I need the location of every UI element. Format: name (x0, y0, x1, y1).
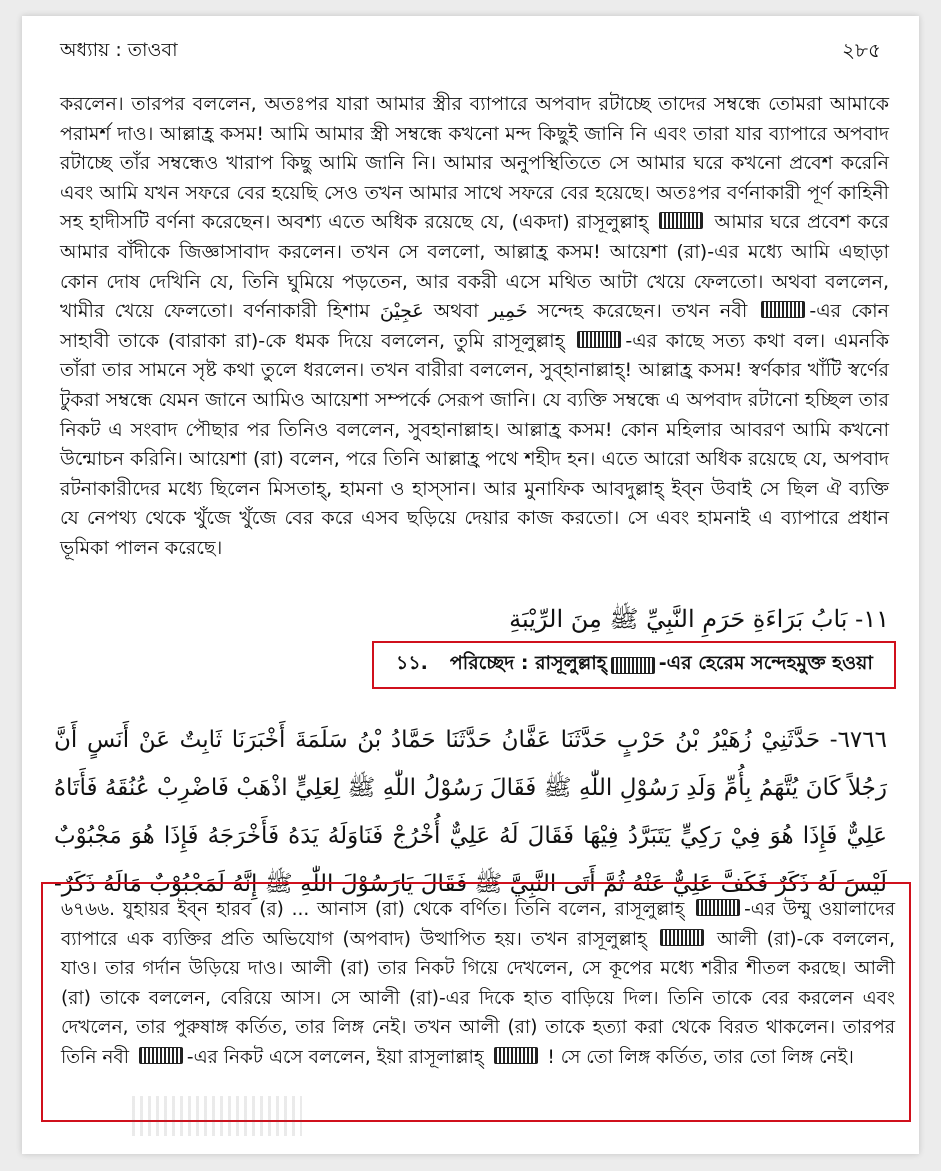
arabic-hadith-line: رَجُلاً كَانَ يُتَّهَمُ بِأُمِّ وَلَدِ رَسُوْلِ اللّٰهِ ﷺ فَقَالَ رَسُوْلُ اللّٰهِ ﷺ لِعَلِيٍّ اذْهَبْ فَاضْرِبْ عُنُقَهُ فَأَتَاهُ (54, 775, 887, 801)
translation-box (41, 882, 911, 1122)
section-number: ১১. (396, 652, 428, 674)
section-heading-box (372, 641, 896, 689)
body-text-6: -এর কাছে সত্য কথা বল। এমনকি তাঁরা তার সামনে সৃষ্ট কথা তুলে ধরলেন। তখন বারীরা বললেন, সুব্হানাল্লাহ্! আল্লাহ্র কসম! স্বর্ণকার খাঁটি স্বর্ণের টুকরা সম্বন্ধে যেমন জানে আমিও আয়েশা সম্পর্কে সেরূপ জানি। যে ব্যক্তি সম্বন্ধে এ অপবাদ রটানো হচ্ছিল তার নিকট এ সংবাদ পৌছার পর তিনিও বললেন, সুবহানাল্লাহ। আল্লাহ্র কসম! কোন মহিলার আবরণ আমি কখনো উন্মোচন করিনি। আয়েশা (রা) বলেন, পরে তিনি আল্লাহ্র পথে শহীদ হন। এতে আরো অধিক রয়েছে যে, অপবাদ রটনাকারীদের মধ্যে ছিলেন মিসতাহ্, হামনা ও হাস্সান। আর মুনাফিক আবদুল্লাহ্ ইব্ন উবাই সে ছিল ঐ ব্যক্তি যে নেপথ্য থেকে খুঁজে খুঁজে বের করে এসব ছড়িয়ে দেয়ার কাজ করতো। সে এবং হামনাই এ ব্যাপারে প্রধান ভূমিকা পালন করেছে। (60, 329, 890, 559)
page-number: ২৮৫ (842, 38, 881, 62)
translation-text-1: ৬৭৬৬. যুহায়র ইব্ন হারব (র) ... আনাস (রা) থেকে বর্ণিত। তিনি বলেন, রাসূলুল্লাহ্ (61, 899, 685, 920)
faded-watermark (132, 1096, 302, 1136)
salutation-ornament-icon (611, 657, 655, 674)
arabic-hadith-line: لَيْسَ لَهُ ذَكَرٌ فَكَفَّ عَلِيٌّ عَنْهُ ثُمَّ أَتَى النَّبِيَّ ﷺ فَقَالَ يَارَسُوْلَ اللّٰهِ ﷺ إِنَّهُ لَمَجْبُوْبٌ مَالَهُ ذَكَرٌ- (54, 871, 887, 897)
body-text-1: করলেন। তারপর বললেন, অতঃপর যারা আমার স্ত্রীর ব্যাপারে অপবাদ রটাচ্ছে তাদের সম্বন্ধে তোমরা আমাকে পরামর্শ দাও। আল্লাহ্র কসম! আমি আমার স্ত্রী সম্বন্ধে কখনো মন্দ কিছুই জানি নি এবং তারা যার ব্যাপারে অপবাদ রটাচ্ছে তাঁর সম্বন্ধেও খারাপ কিছু আমি জানি নি। আমার অনুপস্থিতিতে সে আমার ঘরে কখনো প্রবেশ করেনি এবং আমি যখন সফরে বের হয়েছি সেও তখন আমার সাথে সফরে বের হয়েছে। অতঃপর বর্ণনাকারী পূর্ণ কাহিনী সহ হাদীসটি বর্ণনা করেছেন। অবশ্য এতে অধিক রয়েছে যে, (একদা) রাসূলুল্লাহ্ (60, 93, 889, 234)
body-text-4: সন্দেহ করেছেন। তখন নবী (537, 300, 748, 323)
arabic-word-ajin: عَجِيْنَ (379, 300, 424, 323)
arabic-hadith-text (54, 716, 887, 908)
salutation-ornament-icon (761, 301, 805, 318)
book-page (22, 16, 919, 1154)
translation-text-5: ! সে তো লিঙ্গ কর্তিত, তার তো লিঙ্গ নেই। (547, 1046, 854, 1068)
salutation-ornament-icon (139, 1047, 183, 1064)
body-paragraph (60, 90, 889, 564)
body-text-5: -এর কোন সাহাবী তাকে (বারাকা রা)-কে ধমক দিয়ে বললেন, তুমি রাসূলুল্লাহ্ (60, 300, 889, 352)
salutation-ornament-icon (659, 212, 703, 229)
translation-text-4: -এর নিকট এসে বললেন, ইয়া রাসূলাল্লাহ্ (186, 1046, 484, 1068)
salutation-ornament-icon (577, 331, 621, 348)
salutation-ornament-icon (494, 1047, 538, 1064)
arabic-hadith-line: ٦٧٦٦- حَدَّثَنِيْ زُهَيْرُ بْنُ حَرْبٍ حَدَّثَنَا عَفَّانُ حَدَّثَنَا حَمَّادُ بْنُ سَلَمَةَ أَخْبَرَنَا ثَابِتٌ عَنْ أَنَسٍ أَنَّ (54, 727, 887, 753)
section-arabic-title: ١١- بَابُ بَرَاءَةِ حَرَمِ النَّبِيِّ ﷺ مِنَ الرِّيْبَةِ (509, 605, 889, 633)
section-title-part-1: পরিচ্ছেদ : রাসূলুল্লাহ্ (449, 652, 607, 674)
section-title-part-2: -এর হেরেম সন্দেহমুক্ত হওয়া (658, 652, 873, 674)
translation-paragraph (61, 895, 895, 1073)
translation-text-3: আলী (রা)-কে বললেন, যাও। তার গর্দান উড়িয়ে দাও। আলী (রা) তার নিকট গিয়ে দেখলেন, সে কূপের মধ্যে শরীর শীতল করছে। আলী (রা) তাকে বললেন, বেরিয়ে আস। সে আলী (রা)-এর দিকে হাত বাড়িয়ে দিল। তিনি তাকে বের করলেন এবং দেখলেন, তার পুরুষাঙ্গ কর্তিত, তার লিঙ্গ নেই। তখন আলী (রা) তাকে হত্যা করা থেকে বিরত থাকলেন। তারপর তিনি নবী (61, 928, 895, 1068)
translation-text-2: -এর উম্মু ওয়ালাদের ব্যাপারে এক ব্যক্তির প্রতি অভিযোগ (অপবাদ) উত্থাপিত হয়। তখন রাসূলুল্লাহ্ (61, 899, 895, 950)
arabic-hadith-line: عَلِيٌّ فَإِذَا هُوَ فِيْ رَكِيٍّ يَتَبَرَّدُ فِيْهَا فَقَالَ لَهُ عَلِيٌّ أُخْرُجْ فَنَاوَلَهُ يَدَهُ فَأَخْرَجَهُ فَإِذَا هُوَ مَجْبُوْبٌ (54, 823, 887, 849)
salutation-ornament-icon (660, 929, 704, 946)
body-text-2: আমার ঘরে প্রবেশ করে আমার বাঁদীকে জিজ্ঞাসাবাদ করলেন। তখন সে বললো, আল্লাহ্র কসম! আয়েশা (রা)-এর মধ্যে আমি এছাড়া কোন দোষ দেখিনি যে, তিনি ঘুমিয়ে পড়তেন, আর বকরী এসে মথিত আটা খেয়ে ফেলতো। অথবা বললেন, খামীর খেয়ে ফেলতো। বর্ণনাকারী হিশাম (60, 211, 890, 323)
page-header (60, 36, 881, 64)
body-text-3: অথবা (433, 300, 479, 323)
arabic-word-khamir: خَمِير (488, 300, 528, 323)
chapter-title: অধ্যায় : তাওবা (60, 39, 178, 61)
salutation-ornament-icon (696, 899, 740, 916)
